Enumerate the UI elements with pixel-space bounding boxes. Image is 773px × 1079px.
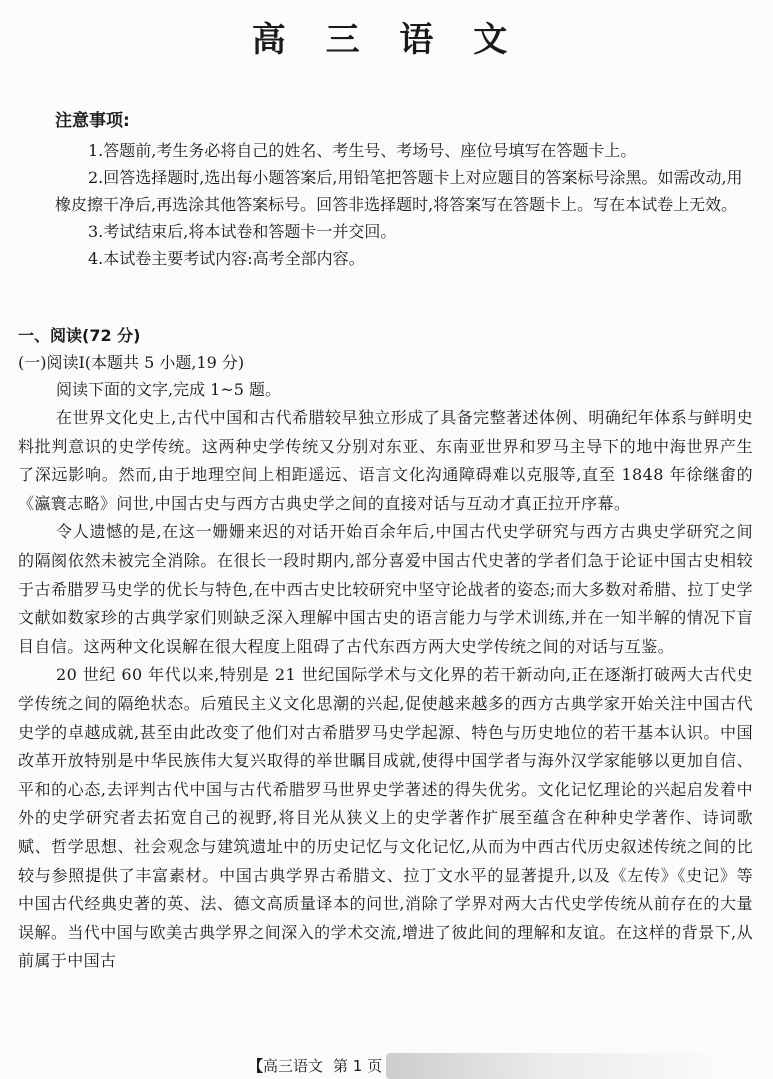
section-heading: 一、阅读(72 分) — [18, 326, 141, 345]
notice-item: 4.本试卷主要考试内容:高考全部内容。 — [88, 249, 365, 268]
passage-paragraph: 令人遗憾的是,在这一姗姗来迟的对话开始百余年后,中国古代史学研究与西方古典史学研究之间的隔阂依然未被完全消除。在很长一段时期内,部分喜爱中国古代史著的学者们急于论证中国古史相较于古希腊罗马史学的优长与特色,在中西古史比较研究中坚守论战者的姿态;而大多数对希腊、拉丁史学文献如数家珍的古典学家们则缺乏深入理解中国古史的语言能力与学术训练,并在一知半解的情况下盲目自信。这两种文化误解在很大程度上阻碍了古代东西方两大史学传统之间的对话与互鉴。 — [18, 522, 753, 656]
reading-section — [18, 322, 753, 976]
notice-item: 2.回答选择题时,选出每小题答案后,用铅笔把答题卡上对应题目的答案标号涂黑。如需改动,用橡皮擦干净后,再选涂其他答案标号。回答非选择题时,将答案写在答题卡上。写在本试卷上无效。 — [55, 168, 743, 214]
footer-bracket: 【 — [248, 1057, 264, 1075]
notice-heading: 注意事项: — [55, 111, 130, 131]
footer-page-number: 第 1 页 — [333, 1057, 383, 1075]
section-subheading: (一)阅读Ⅰ(本题共 5 小题,19 分) — [18, 353, 245, 372]
passage-paragraph: 在世界文化史上,古代中国和古代希腊较早独立形成了具备完整著述体例、明确纪年体系与鲜明史料批判意识的史学传统。这两种史学传统又分别对东亚、东南亚世界和罗马主导下的地中海世界产生了深远影响。然而,由于地理空间上相距遥远、语言文化沟通障碍难以克服等,直至 1848 年徐继畬的《瀛寰志略》问世,中国古史与西方古典史学之间的直接对话与互动才真正拉开序幕。 — [18, 408, 753, 513]
page-footer — [248, 1053, 716, 1079]
page-title: 高 三 语 文 — [251, 20, 522, 60]
passage-paragraph: 20 世纪 60 年代以来,特别是 21 世纪国际学术与文化界的若干新动向,正在逐渐打破两大古代史学传统之间的隔绝状态。后殖民主义文化思潮的兴起,促使越来越多的西方古典学家开始关注中国古代史学的卓越成就,甚至由此改变了他们对古希腊罗马史学起源、特色与历史地位的若干基本认识。中国改革开放特别是中华民族伟大复兴取得的举世瞩目成就,使得中国学者与海外汉学家能够以更加自信、平和的心态,去评判古代中国与古代希腊罗马世界史学著述的得失优劣。文化记忆理论的兴起启发着中外的史学研究者去拓宽自己的视野,将目光从狭义上的史学著作扩展至蕴含在种种史学著作、诗词歌赋、哲学思想、社会观念与建筑遗址中的历史记忆与文化记忆,从而为中西古代历史叙述传统之间的比较与参照提供了丰富素材。中国古典学界古希腊文、拉丁文水平的显著提升,以及《左传》《史记》等中国古代经典史著的英、法、德文高质量译本的问世,消除了学界对两大古代史学传统从前存在的大量误解。当代中国与欧美古典学界之间深入的学术交流,增进了彼此间的理解和友谊。在这样的背景下,从前属于中国古 — [18, 665, 753, 971]
footer-subject: 高三语文 — [263, 1057, 324, 1075]
notice-item: 3.考试结束后,将本试卷和答题卡一并交回。 — [88, 222, 397, 241]
notice-block — [55, 106, 745, 272]
reading-instruction: 阅读下面的文字,完成 1~5 题。 — [56, 380, 282, 399]
notice-item: 1.答题前,考生务必将自己的姓名、考生号、考场号、座位号填写在答题卡上。 — [88, 141, 637, 160]
blurred-region — [386, 1053, 716, 1079]
